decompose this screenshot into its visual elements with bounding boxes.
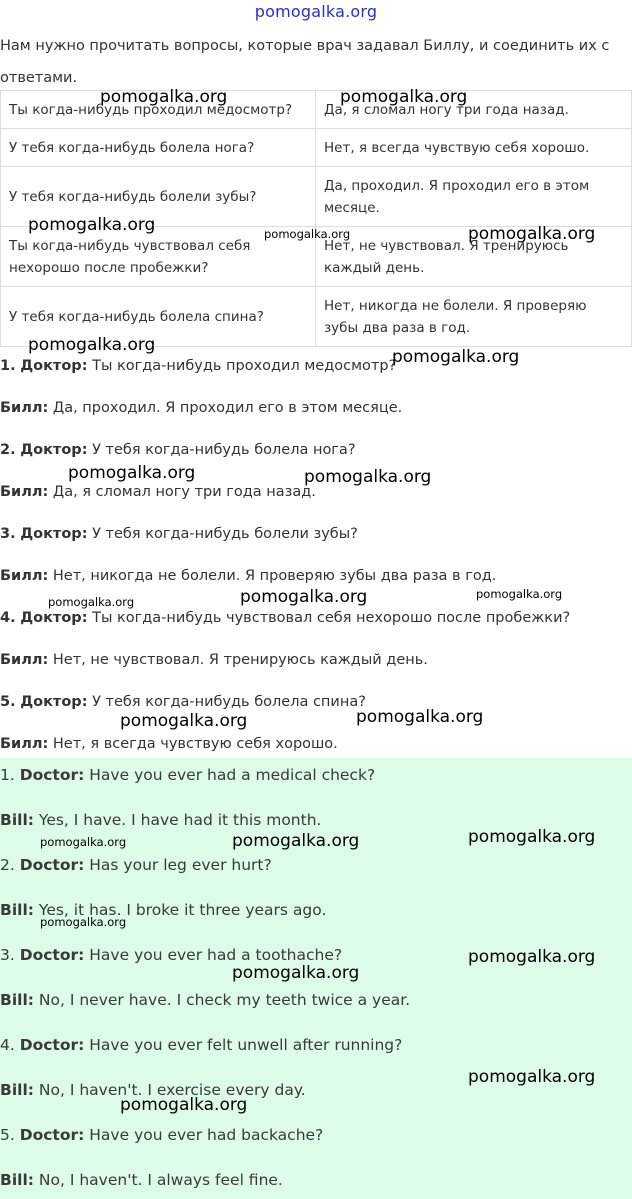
bill-answer-line: Билл: Нет, я всегда чувствую себя хорошо. [0, 736, 338, 752]
bill-answer-line: Bill: No, I haven't. I always feel fine. [0, 1171, 283, 1189]
doctor-question-line: 1. Доктор: Ты когда-нибудь проходил медосмотр? [0, 358, 397, 374]
watermark: pomogalka.org [240, 587, 368, 607]
bill-answer-line: Билл: Да, я сломал ногу три года назад. [0, 484, 316, 500]
watermark: pomogalka.org [232, 963, 360, 983]
watermark: pomogalka.org [468, 224, 596, 244]
watermark: pomogalka.org [120, 1095, 248, 1115]
watermark: pomogalka.org [264, 227, 351, 241]
doctor-question-line: 4. Doctor: Have you ever felt unwell after running? [0, 1036, 403, 1054]
table-row [1, 129, 632, 167]
table-row [1, 91, 632, 129]
table-cell-answer: Нет, никогда не болели. Я проверяю зубы два раза в год. [316, 287, 632, 347]
bill-answer-line: Bill: No, I haven't. I exercise every day. [0, 1081, 306, 1099]
site-header-link[interactable]: pomogalka.org [254, 2, 378, 21]
watermark: pomogalka.org [40, 835, 127, 849]
bill-answer-line: Билл: Нет, никогда не болели. Я проверяю зубы два раза в год. [0, 568, 497, 584]
watermark: pomogalka.org [28, 215, 156, 235]
doctor-question-line: 1. Doctor: Have you ever had a medical check? [0, 766, 376, 784]
watermark: pomogalka.org [68, 463, 196, 483]
watermark: pomogalka.org [28, 335, 156, 355]
doctor-question-line: 2. Доктор: У тебя когда-нибудь болела нога? [0, 442, 356, 458]
doctor-question-line: 5. Доктор: У тебя когда-нибудь болела спина? [0, 694, 366, 710]
table-cell-answer: Да, я сломал ногу три года назад. [316, 91, 632, 129]
watermark: pomogalka.org [468, 827, 596, 847]
bill-answer-line: Bill: No, I never have. I check my teeth twice a year. [0, 991, 411, 1009]
bill-answer-line: Билл: Нет, не чувствовал. Я тренируюсь каждый день. [0, 652, 428, 668]
watermark: pomogalka.org [100, 87, 228, 107]
watermark: pomogalka.org [48, 595, 135, 609]
bill-answer-line: Bill: Yes, I have. I have had it this month. [0, 811, 322, 829]
watermark: pomogalka.org [468, 947, 596, 967]
doctor-question-line: 5. Doctor: Have you ever had backache? [0, 1126, 324, 1144]
doctor-question-line: 2. Doctor: Has your leg ever hurt? [0, 856, 272, 874]
table-cell-question: У тебя когда-нибудь болела спина? [1, 287, 316, 347]
watermark: pomogalka.org [356, 707, 484, 727]
table-cell-answer: Нет, не чувствовал. Я тренируюсь каждый день. [316, 227, 632, 287]
watermark: pomogalka.org [340, 87, 468, 107]
table-cell-answer: Нет, я всегда чувствую себя хорошо. [316, 129, 632, 167]
watermark: pomogalka.org [468, 1067, 596, 1087]
russian-dialogue [0, 350, 632, 770]
bill-answer-line: Bill: Yes, it has. I broke it three years ago. [0, 901, 327, 919]
doctor-question-line: 3. Doctor: Have you ever had a toothache? [0, 946, 343, 964]
table-cell-question: У тебя когда-нибудь болела нога? [1, 129, 316, 167]
table-cell-question: Ты когда-нибудь чувствовал себя нехорошо после пробежки? [1, 227, 316, 287]
intro-text: Нам нужно прочитать вопросы, которые врач задавал Биллу, и соединить их с ответами. [0, 38, 610, 86]
watermark: pomogalka.org [40, 915, 127, 929]
table-cell-question: Ты когда-нибудь проходил медосмотр? [1, 91, 316, 129]
table-cell-question: У тебя когда-нибудь болели зубы? [1, 167, 316, 227]
doctor-question-line: 4. Доктор: Ты когда-нибудь чувствовал себя нехорошо после пробежки? [0, 610, 571, 626]
watermark: pomogalka.org [476, 587, 563, 601]
watermark: pomogalka.org [304, 467, 432, 487]
watermark: pomogalka.org [392, 347, 520, 367]
table-cell-answer: Да, проходил. Я проходил его в этом месяце. [316, 167, 632, 227]
bill-answer-line: Билл: Да, проходил. Я проходил его в этом месяце. [0, 400, 403, 416]
watermark: pomogalka.org [232, 831, 360, 851]
watermark: pomogalka.org [120, 711, 248, 731]
doctor-question-line: 3. Доктор: У тебя когда-нибудь болели зубы? [0, 526, 358, 542]
